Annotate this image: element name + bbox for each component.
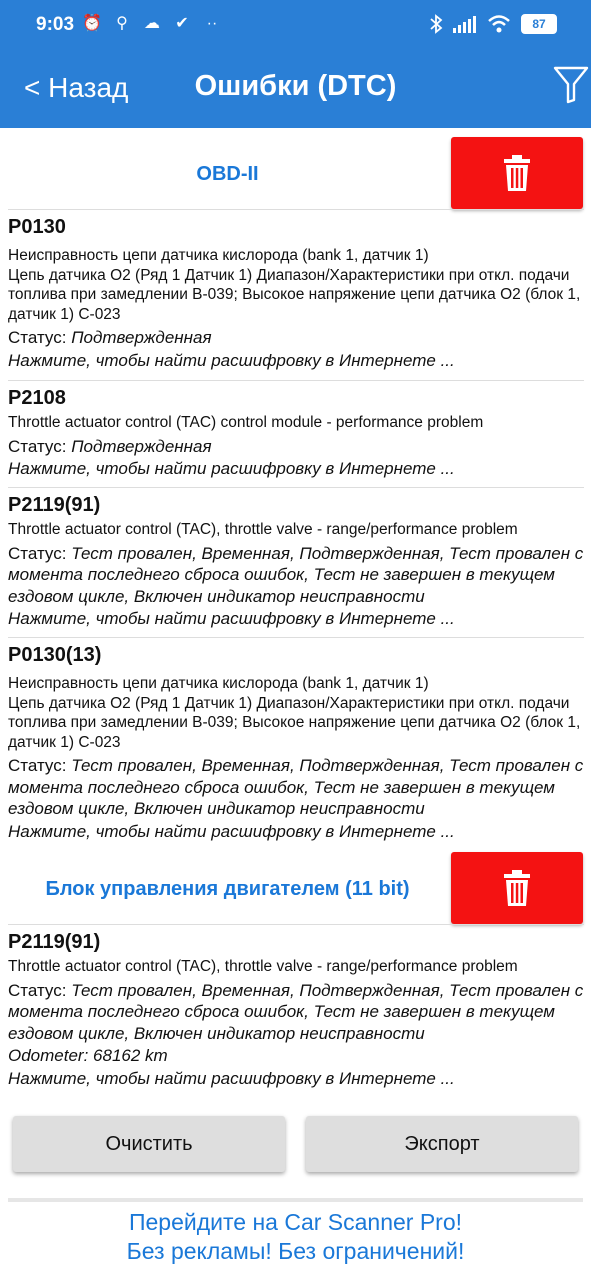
status-value: Тест провален, Временная, Подтвержденная, Тест провален с момента последнего сброса ошибок, Тест не завершен в текущем ездовом цикле, Включен индикатор неисправности — [8, 756, 584, 818]
dtc-search-hint[interactable]: Нажмите, чтобы найти расшифровку в Интернете ... — [8, 1069, 455, 1088]
dtc-status — [8, 327, 584, 349]
status-value: Подтвержденная — [71, 328, 212, 347]
section-label: OBD-II — [196, 162, 259, 185]
dtc-description: Throttle actuator control (TAC), throttle valve - range/performance problem — [8, 958, 518, 975]
status-icons-right — [429, 14, 557, 34]
status-icons-left — [82, 14, 222, 34]
section-header-ecu — [0, 852, 591, 926]
dtc-search-hint[interactable]: Нажмите, чтобы найти расшифровку в Интернете ... — [8, 350, 455, 370]
dtc-code: P2119(91) — [8, 931, 101, 953]
battery-icon: 87 — [521, 14, 557, 34]
dtc-item[interactable] — [8, 924, 584, 1090]
dtc-code: P0130(13) — [8, 644, 102, 666]
dtc-item[interactable] — [8, 637, 584, 843]
section-label: Блок управления двигателем (11 bit) — [45, 877, 410, 900]
dtc-description: Throttle actuator control (TAC), throttle valve - range/performance problem — [8, 521, 518, 538]
wifi-icon — [487, 15, 511, 33]
status-prefix: Статус: — [8, 543, 72, 563]
dtc-item[interactable] — [8, 487, 584, 630]
divider — [8, 1198, 583, 1202]
promo-line-1: Перейдите на Car Scanner Pro! — [128, 1209, 463, 1235]
dtc-status — [8, 980, 584, 1045]
filter-icon[interactable] — [553, 66, 589, 104]
dtc-code: P2108 — [8, 387, 66, 409]
back-button[interactable]: < Назад — [24, 72, 129, 103]
dtc-description: Throttle actuator control (TAC) control module - performance problem — [8, 414, 484, 431]
delete-section-button[interactable] — [451, 137, 583, 209]
dtc-search-hint[interactable]: Нажмите, чтобы найти расшифровку в Интернете ... — [8, 609, 455, 628]
status-prefix: Статус: — [8, 756, 72, 775]
status-time: 9:03 — [36, 14, 75, 35]
check-icon: ✔ — [175, 15, 189, 32]
dtc-search-hint[interactable]: Нажмите, чтобы найти расшифровку в Интернете ... — [8, 459, 455, 478]
dtc-odometer: Odometer: 68162 km — [8, 1046, 168, 1065]
dtc-description: Неисправность цепи датчика кислорода (bank 1, датчик 1) Цепь датчика O2 (Ряд 1 Датчик 1) Диапазон/Характеристики при откл. подачи топлива при замедлении B-039; Высокое напряжение цепи датчика O2 (блок 1, датчик 1) C-023 — [8, 247, 581, 323]
dtc-code: P2119(91) — [8, 494, 101, 516]
dtc-code: P0130 — [8, 216, 66, 238]
status-value: Подтвержденная — [71, 436, 212, 456]
more-dots-icon: ·· — [206, 15, 218, 32]
promo-banner[interactable] — [0, 1208, 591, 1266]
dtc-item[interactable] — [8, 380, 584, 480]
signal-icon — [453, 15, 477, 33]
trash-icon — [503, 869, 531, 907]
export-button[interactable]: Экспорт — [306, 1116, 578, 1172]
wifi-call-icon: ⚲ — [116, 15, 128, 32]
cloud-icon: ☁ — [144, 15, 160, 32]
status-prefix: Статус: — [8, 980, 72, 1000]
status-prefix: Статус: — [8, 328, 72, 347]
app-bar — [0, 52, 591, 128]
dtc-description: Неисправность цепи датчика кислорода (bank 1, датчик 1) Цепь датчика O2 (Ряд 1 Датчик 1) Диапазон/Характеристики при откл. подачи топлива при замедлении B-039; Высокое напряжение цепи датчика O2 (блок 1, датчик 1) C-023 — [8, 675, 581, 751]
dtc-status — [8, 436, 584, 458]
bluetooth-icon — [429, 14, 443, 34]
section-header-obd — [0, 137, 591, 211]
alarm-icon: ⏰ — [82, 15, 102, 32]
page-title: Ошибки (DTC) — [194, 70, 397, 102]
status-value: Тест провален, Временная, Подтвержденная, Тест провален с момента последнего сброса ошибок, Тест не завершен в текущем ездовом цикле, Включен индикатор неисправности — [8, 980, 584, 1043]
status-value: Тест провален, Временная, Подтвержденная, Тест провален с момента последнего сброса ошибок, Тест не завершен в текущем ездовом цикле, Включен индикатор неисправности — [8, 543, 584, 606]
status-bar — [0, 0, 591, 52]
dtc-status — [8, 543, 584, 608]
clear-button[interactable]: Очистить — [13, 1116, 285, 1172]
delete-section-button[interactable] — [451, 852, 583, 924]
dtc-item[interactable] — [8, 209, 584, 372]
trash-icon — [503, 154, 531, 192]
dtc-search-hint[interactable]: Нажмите, чтобы найти расшифровку в Интернете ... — [8, 821, 455, 841]
promo-line-2: Без рекламы! Без ограничений! — [126, 1238, 465, 1264]
dtc-status — [8, 755, 584, 820]
status-prefix: Статус: — [8, 436, 72, 456]
